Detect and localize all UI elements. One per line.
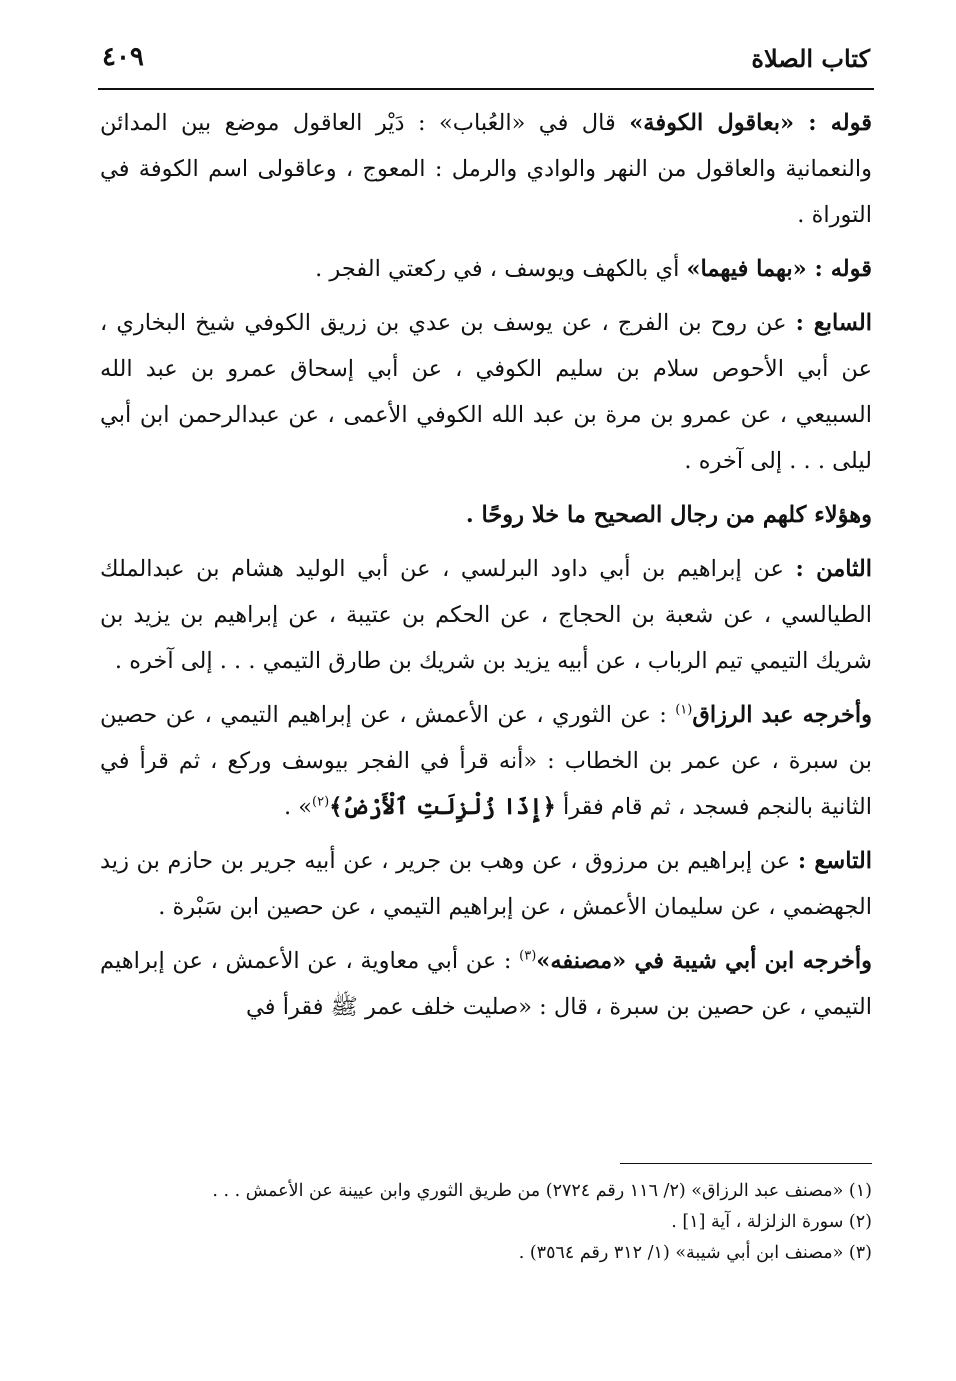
main-text: [100, 100, 872, 1038]
paragraph-bihima: [100, 246, 872, 292]
footnote-ref[interactable]: (١): [675, 702, 693, 718]
chapter-title: كتاب الصلاة: [751, 44, 870, 73]
paragraph-tail: » .: [283, 794, 313, 820]
paragraph-ninth: [100, 838, 872, 930]
paragraph-text: أي بالكهف ويوسف ، في ركعتي الفجر .: [315, 256, 687, 282]
paragraph-text: عن إبراهيم بن مرزوق ، عن وهب بن جرير ، عن أبيه جرير بن حازم بن زيد الجهضمي ، عن سليمان الأعمش ، عن إبراهيم التيمي ، عن حصين ابن سَبْرة .: [100, 848, 872, 920]
paragraph-abdulrazzaq: [100, 692, 872, 830]
footnote-divider: [620, 1163, 872, 1164]
paragraph-lead: وأخرجه عبد الرزاق: [692, 702, 872, 728]
quran-verse: ﴿إِذَا زُلْزِلَتِ ٱلْأَرْضُ﴾: [329, 794, 556, 820]
paragraph-lead: قوله : «بعاقول الكوفة»: [629, 110, 872, 136]
paragraph-text: عن إبراهيم بن أبي داود البرلسي ، عن أبي الوليد هشام بن عبدالملك الطيالسي ، عن شعبة بن الحجاج ، عن الحكم بن عتيبة ، عن إبراهيم بن يزيد بن شريك التيمي تيم الرباب ، عن أبيه يزيد بن شريك بن طارق التيمي . . . إلى آخره .: [100, 556, 872, 674]
footnote-2: (٢) سورة الزلزلة ، آية [١] .: [671, 1212, 872, 1232]
paragraph-text: قال في «العُباب» : دَيْر العاقول موضع بين المدائن والنعمانية والعاقول من النهر والوادي والرمل : المعوج ، وعاقولى اسم الكوفة في التوراة .: [100, 110, 872, 228]
paragraph-lead: قوله : «بهما فيهما»: [686, 256, 872, 282]
page-number: ٤٠٩: [102, 42, 144, 72]
footnotes: [100, 1176, 872, 1269]
paragraph-text: عن روح بن الفرج ، عن يوسف بن عدي بن زريق الكوفي شيخ البخاري ، عن أبي الأحوص سلام بن سليم الكوفي ، عن أبي إسحاق عمرو بن عبد الله السبيعي ، عن عمرو بن مرة بن عبد الله الكوفي الأعمى ، عن عبدالرحمن ابن أبي ليلى . . . إلى آخره .: [100, 310, 872, 474]
footnote-1: (١) «مصنف عبد الرزاق» (٢/ ١١٦ رقم ٢٧٢٤) من طريق الثوري وابن عيينة عن الأعمش . . .: [212, 1181, 872, 1201]
paragraph-text: : عن الثوري ، عن الأعمش ، عن إبراهيم التيمي ، عن حصين بن سبرة ، عن عمر بن الخطاب : «أنه قرأ في الفجر بيوسف وركع ، ثم قرأ في الثانية بالنجم فسجد ، ثم قام فقرأ: [100, 702, 872, 820]
paragraph-lead: وأخرجه ابن أبي شيبة في «مصنفه»: [536, 948, 873, 974]
page-header: [98, 30, 874, 90]
footnote-3: (٣) «مصنف ابن أبي شيبة» (١/ ٣١٢ رقم ٣٥٦٤) .: [518, 1243, 872, 1263]
paragraph-lead: السابع :: [795, 310, 872, 336]
paragraph-eighth: [100, 546, 872, 684]
paragraph-seventh: [100, 300, 872, 484]
paragraph-aqul-kufa: [100, 100, 872, 238]
footnote-ref[interactable]: (٣): [519, 948, 537, 964]
paragraph-lead: التاسع :: [797, 848, 872, 874]
paragraph-lead: الثامن :: [795, 556, 873, 582]
paragraph-text: : عن أبي معاوية ، عن الأعمش ، عن إبراهيم التيمي ، عن حصين بن سبرة ، قال : «صليت خلف عمر ﷺ فقرأ في: [100, 948, 872, 1020]
paragraph-ibn-abi-shayba: [100, 938, 872, 1030]
paragraph-lead: وهؤلاء كلهم من رجال الصحيح ما خلا روحًا .: [465, 502, 872, 528]
footnote-ref[interactable]: (٢): [312, 794, 330, 810]
paragraph-narrators-note: [100, 492, 872, 538]
